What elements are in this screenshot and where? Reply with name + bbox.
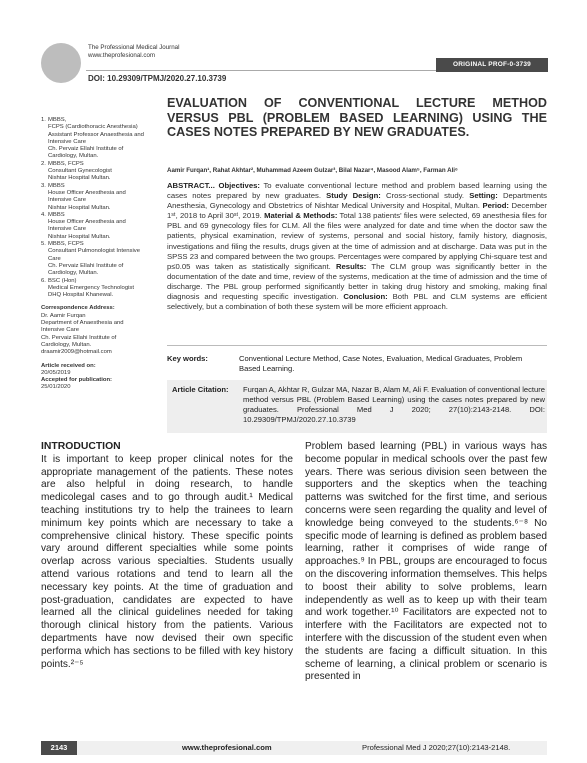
affiliation-text: BSC (Hon) Medical Emergency Technologist DHQ Hospital Khanewal.: [48, 277, 135, 299]
abstract-section-label: ABSTRACT... Objectives:: [167, 181, 260, 190]
keywords-text: Conventional Lecture Method, Case Notes, Evaluation, Medical Graduates, Problem Based Learning.: [239, 354, 523, 373]
affiliation-text: MBBS, FCPS Consultant Gynecologist Nishtar Hospital Multan.: [48, 160, 112, 182]
abstract: [167, 181, 547, 312]
affiliation-item: [41, 212, 163, 241]
received-label: Article received on:: [41, 362, 96, 369]
affiliation-item: [41, 241, 163, 277]
journal-header: [88, 44, 179, 60]
journal-url[interactable]: www.theprofesional.com: [88, 52, 156, 59]
affiliation-number: 2.: [41, 160, 46, 167]
correspondence-text: Dr. Aamir Furqan Department of Anaesthesia and Intensive Care Ch. Pervaiz Ellahi Institute of Cardiology, Multan. draamir2009@hotmail.com: [41, 312, 124, 356]
journal-logo: [41, 43, 81, 83]
page-number: 2143: [41, 741, 77, 755]
affiliation-item: [41, 183, 163, 212]
author-list: Aamir Furqan¹, Rahat Akhtar², Muhammad Azeem Gulzar³, Bilal Nazar⁴, Masood Alam⁵, Farman Ali⁶: [167, 167, 458, 174]
affiliation-list: [41, 117, 163, 299]
citation-label: Article Citation:: [172, 385, 229, 394]
abstract-section-label: Period:: [482, 201, 509, 211]
abstract-section-text: To evaluate conventional lecture method and problem based learning using the cases notes prepared by new graduates.: [167, 181, 547, 201]
footer-site-link[interactable]: www.theprofesional.com: [182, 743, 272, 752]
abstract-section-text: Departments Anesthesia, Gynecology and Obstetrics of Nishtar Medical University and Hospital, Multan.: [167, 191, 547, 211]
author-affiliations-sidebar: [41, 117, 163, 392]
journal-name: The Professional Medical Journal: [88, 44, 180, 51]
affiliation-number: 1.: [41, 117, 46, 123]
affiliation-number: 6.: [41, 277, 46, 284]
abstract-section-label: Material & Methods:: [264, 211, 338, 221]
affiliation-number: 5.: [41, 241, 46, 248]
abstract-section-text: Cross-sectional study.: [380, 191, 470, 201]
accepted-date: 25/01/2020: [41, 384, 71, 391]
body-paragraph-right: Problem based learning (PBL) in various ways has become popular in medical schools over the past few years. There was serious division seen between the supporters and the skeptics when the teaching patterns was switched for the first time, and serious concerns were seen regarding the quality and level of knowledge being conveyed to the students.⁶⁻⁸ No specific mode of learning is defined as problem based learning, rather it comprises of wide range of approaches.⁹ In PBL, groups are encouraged to focus on the discovering information themselves. This helps to boost their ability to solve problems, learn independently as well as to keep up with their team and work together.¹⁰ Facilitators are expected not to interfere with the Facilitators are expected not to interfere with the discussion of the student even when the students are facing a difficult situation. In this scheme of learning, a clinical problem or scenario is presented in: [305, 441, 547, 683]
affiliation-text: MBBS House Officer Anesthesia and Intensive Care Nishtar Hospital Multan.: [48, 182, 126, 211]
body-column-right: [305, 441, 547, 684]
footer-journal-reference: Professional Med J 2020;27(10):2143-2148.: [362, 743, 511, 752]
body-column-left: [41, 441, 293, 671]
article-type-badge: ORIGINAL PROF-0-3739: [436, 58, 548, 72]
affiliation-number: 3.: [41, 182, 46, 189]
section-heading-introduction: INTRODUCTION: [41, 441, 121, 452]
doi-line: [88, 74, 226, 83]
received-date: 20/05/2019: [41, 369, 71, 376]
keywords-label: Key words:: [167, 354, 208, 363]
received-block: [41, 363, 163, 392]
correspondence-label: Correspondence Address:: [41, 305, 115, 312]
accepted-label: Accepted for publication:: [41, 377, 113, 384]
article-title: EVALUATION OF CONVENTIONAL LECTURE METHOD VERSUS PBL (PROBLEM BASED LEARNING) USING THE CASES NOTES PREPARED BY NEW GRADUATES.: [167, 96, 547, 139]
correspondence-block: [41, 305, 163, 356]
abstract-section-label: Results:: [335, 261, 367, 271]
affiliation-item: [41, 117, 163, 161]
affiliation-item: [41, 161, 163, 183]
citation-text: Furqan A, Akhtar R, Gulzar MA, Nazar B, Alam M, Ali F. Evaluation of conventional lecture method versus PBL (Problem Based Learning) using the cases notes prepared by new graduates. Professional Med J 2020; 27(10):2143-2148. DOI: 10.29309/TPMJ/2020.27.10.3739: [243, 385, 545, 425]
abstract-section-text: Both PBL and CLM systems are efficient selectively, but a combination of both these system will be more efficient approach.: [167, 292, 547, 312]
doi-value[interactable]: 10.29309/TPMJ/2020.27.10.3739: [107, 74, 227, 83]
abstract-section-text: The CLM group was significantly better in the documentation of the date and time, review of the systems, medication at the time of admission and the time of discharge. The PBL group performed significantly better in taking drug history and smoking, making final diagnosis and requesting specific investigation.: [167, 261, 547, 302]
abstract-section-text: December 1ˢᵗ, 2018 to April 30ˢᵗ, 2019.: [167, 201, 547, 221]
affiliation-number: 4.: [41, 211, 46, 218]
abstract-section-label: Conclusion:: [343, 292, 388, 302]
affiliation-text: MBBS, FCPS Consultant Pulmonologist Intensive Care Ch. Pervaiz Ellahi Institute of Cardiology, Multan.: [48, 241, 141, 277]
affiliation-text: MBBS House Officer Anesthesia and Intensive Care Nishtar Hospital Multan.: [48, 211, 126, 240]
affiliation-item: [41, 278, 163, 300]
abstract-section-text: Total 138 patients' files were selected, 69 anesthesia files for PBL and 69 gynecology files for CLM. All the files were analyzed for date and time when the doctor saw the patients, physical examination, review of systems, personal and social history, family history, diagnosis, investigations and filing the results, drugs given at the time of admission and at discharge. Data was put in the SPSS 23 and compared between the two groups. Percentages were compared by applying Chi-square test and p≤0.05 was taken as statistically significant.: [167, 211, 547, 271]
affiliation-text: MBBS, FCPS (Cardiothoracic Anesthesia) Assistant Professor Anaesthesia and Intensive Care Ch. Pervaiz Ellahi Institute of Cardiology, Multan.: [48, 117, 144, 160]
keywords-divider: [167, 345, 547, 346]
body-paragraph-left: It is important to keep proper clinical notes for the appropriate management of the patients. These notes are also helpful in doing research, to handle medicolegal cases and to go through audit.¹ Medical teaching institutions try to help the trainees to learn minimum key points which are necessary to take a comprehensive clinical history. These specific points vary around different specialties while some points overlap across various specialties. Students usually attend various rotations and tend to learn all the necessary key points. At the time of graduation and post-graduation, candidates are expected to have learned all the clinical guidelines needed for taking thorough clinical history from the patients. Various departments have now devised their own specific performa which has sections to be filled with key history points.²⁻⁵: [41, 453, 293, 670]
abstract-section-label: Study Design:: [326, 191, 381, 201]
abstract-section-label: Setting:: [469, 191, 498, 201]
doi-label: DOI:: [88, 74, 105, 83]
